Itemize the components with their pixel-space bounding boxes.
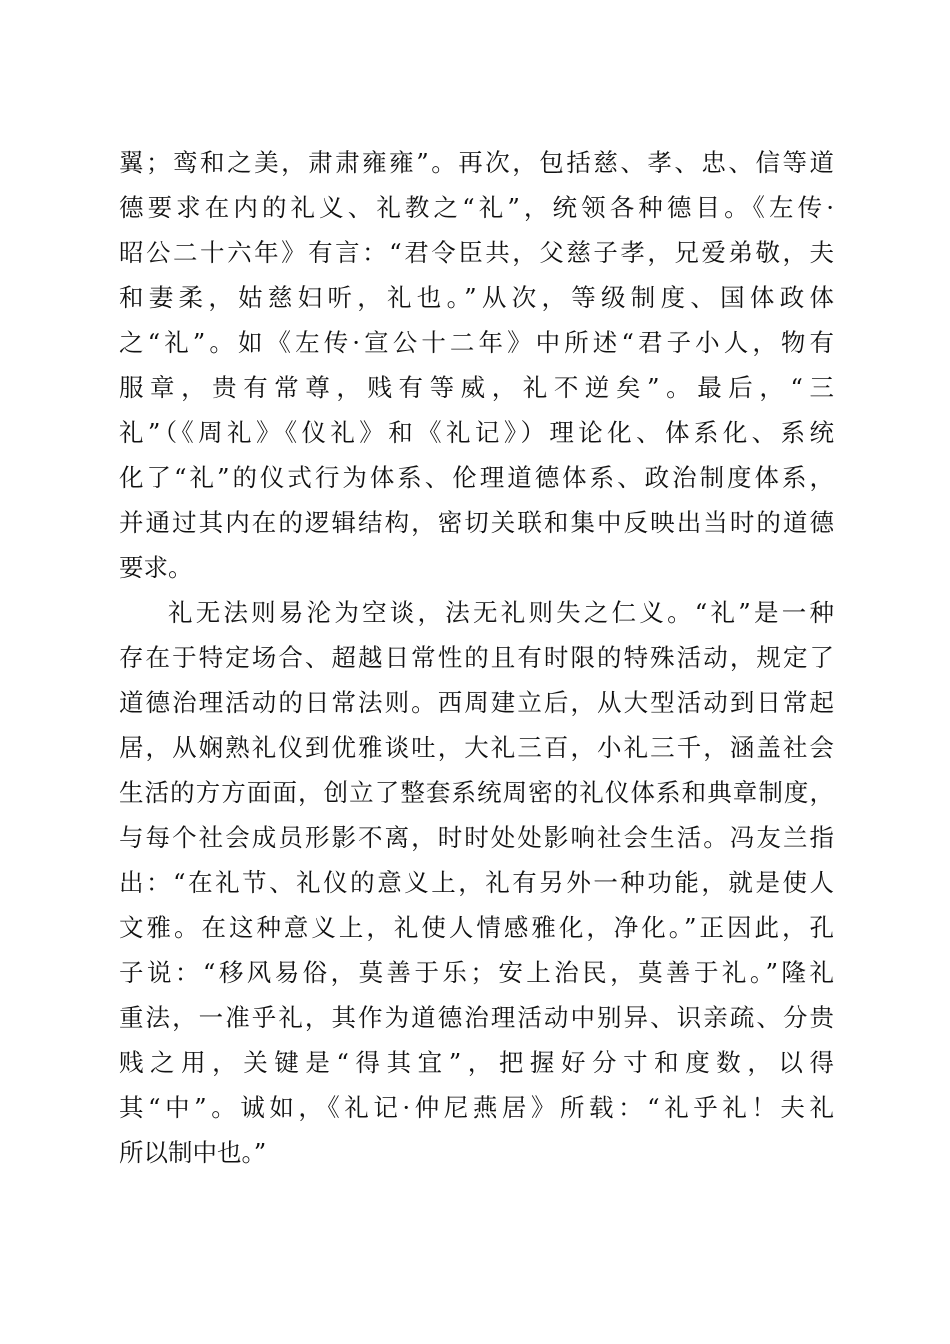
text-line: 重法，一准乎礼，其作为道德治理活动中别异、识亲疏、分贵	[119, 1003, 834, 1032]
text-line: 服章，贵有常尊，贱有等威，礼不逆矣”。最后，“三	[119, 373, 834, 402]
text-line: 德要求在内的礼义、礼教之“礼”，统领各种德目。《左传·	[119, 193, 834, 222]
text-line: 子说：“移风易俗，莫善于乐；安上治民，莫善于礼。”隆礼	[119, 958, 834, 987]
text-line: 与每个社会成员形影不离，时时处处影响社会生活。冯友兰指	[119, 823, 834, 852]
text-line: 昭公二十六年》有言：“君令臣共，父慈子孝，兄爱弟敬，夫	[119, 238, 834, 267]
text-line: 存在于特定场合、超越日常性的且有时限的特殊活动，规定了	[119, 643, 834, 672]
paragraph-2	[119, 590, 834, 1175]
text-line: 礼”（《周礼》《仪礼》和《礼记》）理论化、体系化、系统	[119, 418, 834, 447]
body-text	[119, 140, 834, 1175]
text-line: 之“礼”。如《左传·宣公十二年》中所述“君子小人，物有	[119, 328, 834, 357]
text-line: 化了“礼”的仪式行为体系、伦理道德体系、政治制度体系，	[119, 463, 834, 492]
text-line: 翼；鸾和之美，肃肃雍雍”。再次，包括慈、孝、忠、信等道	[119, 148, 834, 177]
text-line: 出：“在礼节、礼仪的意义上，礼有另外一种功能，就是使人	[119, 868, 834, 897]
text-line: 文雅。在这种意义上，礼使人情感雅化，净化。”正因此，孔	[119, 913, 834, 942]
text-line: 要求。	[119, 553, 193, 582]
paragraph-1	[119, 140, 834, 590]
text-line: 并通过其内在的逻辑结构，密切关联和集中反映出当时的道德	[119, 508, 834, 537]
text-line: 礼无法则易沦为空谈，法无礼则失之仁义。“礼”是一种	[168, 598, 834, 627]
text-line: 道德治理活动的日常法则。西周建立后，从大型活动到日常起	[119, 688, 834, 717]
text-line: 其“中”。诚如，《礼记·仲尼燕居》所载：“礼乎礼！夫礼	[119, 1093, 834, 1122]
text-line: 居，从娴熟礼仪到优雅谈吐，大礼三百，小礼三千，涵盖社会	[119, 733, 834, 762]
text-line: 生活的方方面面，创立了整套系统周密的礼仪体系和典章制度，	[119, 778, 834, 807]
text-line: 所以制中也。”	[119, 1138, 267, 1167]
text-line: 和妻柔，姑慈妇听，礼也。”从次，等级制度、国体政体	[119, 283, 834, 312]
text-line: 贱之用，关键是“得其宜”，把握好分寸和度数，以得	[119, 1048, 834, 1077]
